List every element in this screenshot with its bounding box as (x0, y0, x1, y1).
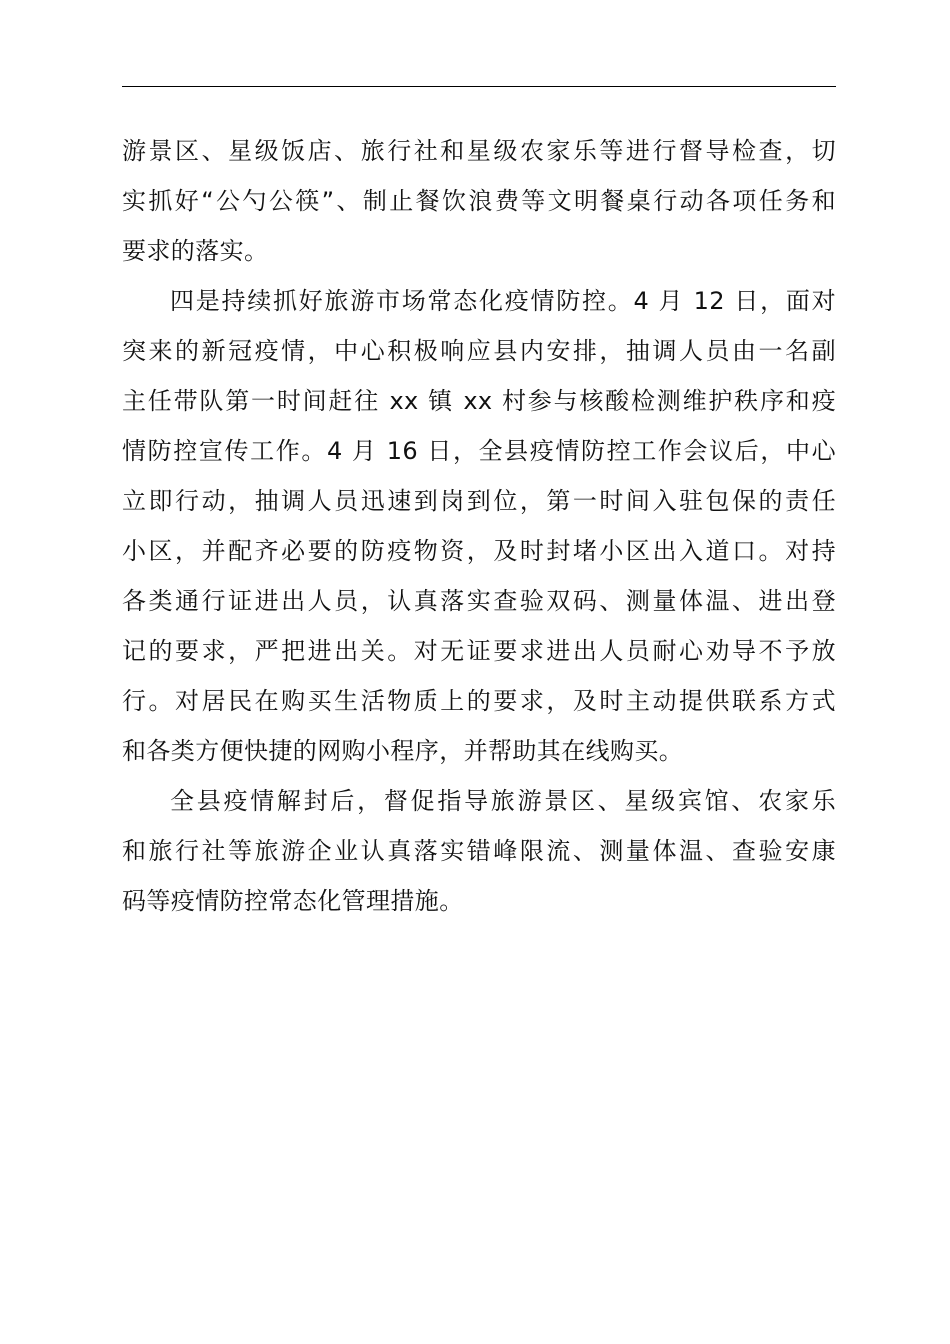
paragraph-2 (122, 276, 836, 776)
text-line: 突来的新冠疫情，中心积极响应县内安排，抽调人员由一名副 (122, 337, 836, 365)
paragraph-3 (122, 776, 836, 926)
text-line: 游景区、星级饭店、旅行社和星级农家乐等进行督导检查，切 (122, 137, 836, 165)
text-line: 和各类方便快捷的网购小程序，并帮助其在线购买。 (122, 737, 684, 765)
text-line: 各类通行证进出人员，认真落实查验双码、测量体温、进出登 (122, 587, 836, 615)
text-line: 四是持续抓好旅游市场常态化疫情防控。4 月 12 日，面对 (170, 287, 836, 315)
text-line: 立即行动，抽调人员迅速到岗到位，第一时间入驻包保的责任 (122, 487, 836, 515)
text-line: 情防控宣传工作。4 月 16 日，全县疫情防控工作会议后，中心 (122, 437, 836, 465)
text-line: 全县疫情解封后，督促指导旅游景区、星级宾馆、农家乐 (170, 787, 836, 815)
header-rule (122, 86, 836, 87)
text-line: 和旅行社等旅游企业认真落实错峰限流、测量体温、查验安康 (122, 837, 836, 865)
text-line: 行。对居民在购买生活物质上的要求，及时主动提供联系方式 (122, 687, 836, 715)
text-line: 记的要求，严把进出关。对无证要求进出人员耐心劝导不予放 (122, 637, 836, 665)
paragraph-1 (122, 126, 836, 276)
text-line: 实抓好“公勺公筷”、制止餐饮浪费等文明餐桌行动各项任务和 (122, 187, 836, 215)
text-line: 小区，并配齐必要的防疫物资，及时封堵小区出入道口。对持 (122, 537, 836, 565)
text-line: 码等疫情防控常态化管理措施。 (122, 887, 464, 915)
document-body (122, 126, 836, 926)
text-line: 主任带队第一时间赶往 xx 镇 xx 村参与核酸检测维护秩序和疫 (122, 387, 836, 415)
text-line: 要求的落实。 (122, 237, 269, 265)
